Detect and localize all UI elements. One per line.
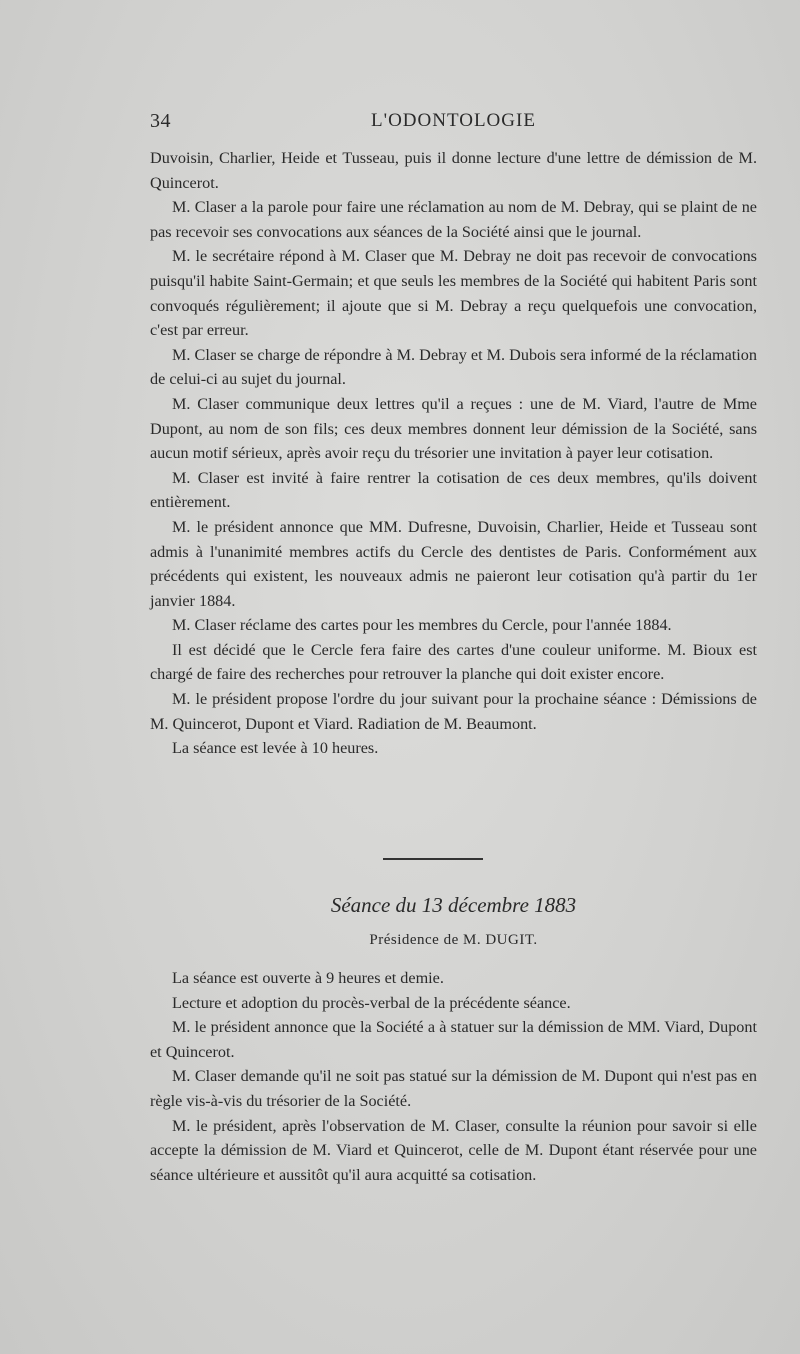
paragraph: Duvoisin, Charlier, Heide et Tusseau, puis il donne lecture d'une lettre de démission de M. Quincerot.: [150, 149, 757, 192]
paragraph: M. Claser réclame des cartes pour les membres du Cercle, pour l'année 1884.: [172, 616, 672, 635]
paragraph: M. Claser demande qu'il ne soit pas statué sur la démission de M. Dupont qui n'est pas en règle vis-à-vis du trésorier de la Société.: [150, 1067, 757, 1110]
paragraph: La séance est ouverte à 9 heures et demie.: [172, 969, 444, 987]
page-number: 34: [150, 110, 171, 132]
paragraph: M. le président annonce que la Société a à statuer sur la démission de MM. Viard, Dupont et Quincerot.: [150, 1018, 757, 1061]
paragraph: La séance est levée à 10 heures.: [172, 739, 379, 758]
paragraph: M. Claser communique deux lettres qu'il a reçues : une de M. Viard, l'autre de Mme Dupont, au nom de son fils; ces deux membres donnent leur démission de la Société, sans aucun motif sérieux, après avoir reçu du trésorier une invitation à payer leur cotisation.: [150, 394, 757, 463]
page-header: [150, 110, 757, 136]
paragraph: M. Claser est invité à faire rentrer la cotisation de ces deux membres, qu'ils doivent entièrement.: [150, 468, 757, 512]
session-body: [150, 966, 757, 1187]
paragraph: M. Claser a la parole pour faire une réclamation au nom de M. Debray, qui se plaint de ne pas recevoir ses convocations aux séances de la Société ainsi que le journal.: [150, 198, 757, 241]
paragraph: M. le président annonce que MM. Dufresne, Duvoisin, Charlier, Heide et Tusseau sont admis à l'unanimité membres actifs du Cercle des dentistes de Paris. Conformément aux précédents qui existent, les nouveaux admis ne paieront leur cotisation qu'à partir du 1er janvier 1884.: [150, 517, 757, 610]
paragraph: M. le président propose l'ordre du jour suivant pour la prochaine séance : Démissions de M. Quincerot, Dupont et Viard. Radiation de M. Beaumont.: [150, 690, 757, 733]
paragraph: M. Claser se charge de répondre à M. Debray et M. Dubois sera informé de la réclamation de celui-ci au sujet du journal.: [150, 345, 757, 389]
paragraph: Lecture et adoption du procès-verbal de la précédente séance.: [172, 993, 571, 1012]
paragraph: Il est décidé que le Cercle fera faire des cartes d'une couleur uniforme. M. Bioux est chargé de faire des recherches pour retrouver la planche qui doit exister encore.: [150, 640, 757, 684]
paragraph: M. le président, après l'observation de M. Claser, consulte la réunion pour savoir si elle accepte la démission de M. Viard et Quincerot, celle de M. Dupont étant réservée pour une séance ultérieure et aussitôt qu'il aura acquitté sa cotisation.: [150, 1116, 757, 1184]
running-title: L'ODONTOLOGIE: [371, 110, 536, 131]
paragraph: M. le secrétaire répond à M. Claser que M. Debray ne doit pas recevoir de convocations puisqu'il habite Saint-Germain; et que seuls les membres de la Société qui habitent Paris sont convoqués régulièrement; il ajoute que si M. Debray a reçu quelquefois une convocation, c'est par erreur.: [150, 247, 757, 340]
minutes-body: [150, 146, 757, 761]
session-title: Séance du 13 décembre 1883: [330, 893, 577, 917]
presidency-line: Présidence de M. DUGIT.: [369, 932, 538, 948]
section-divider: [383, 858, 483, 860]
